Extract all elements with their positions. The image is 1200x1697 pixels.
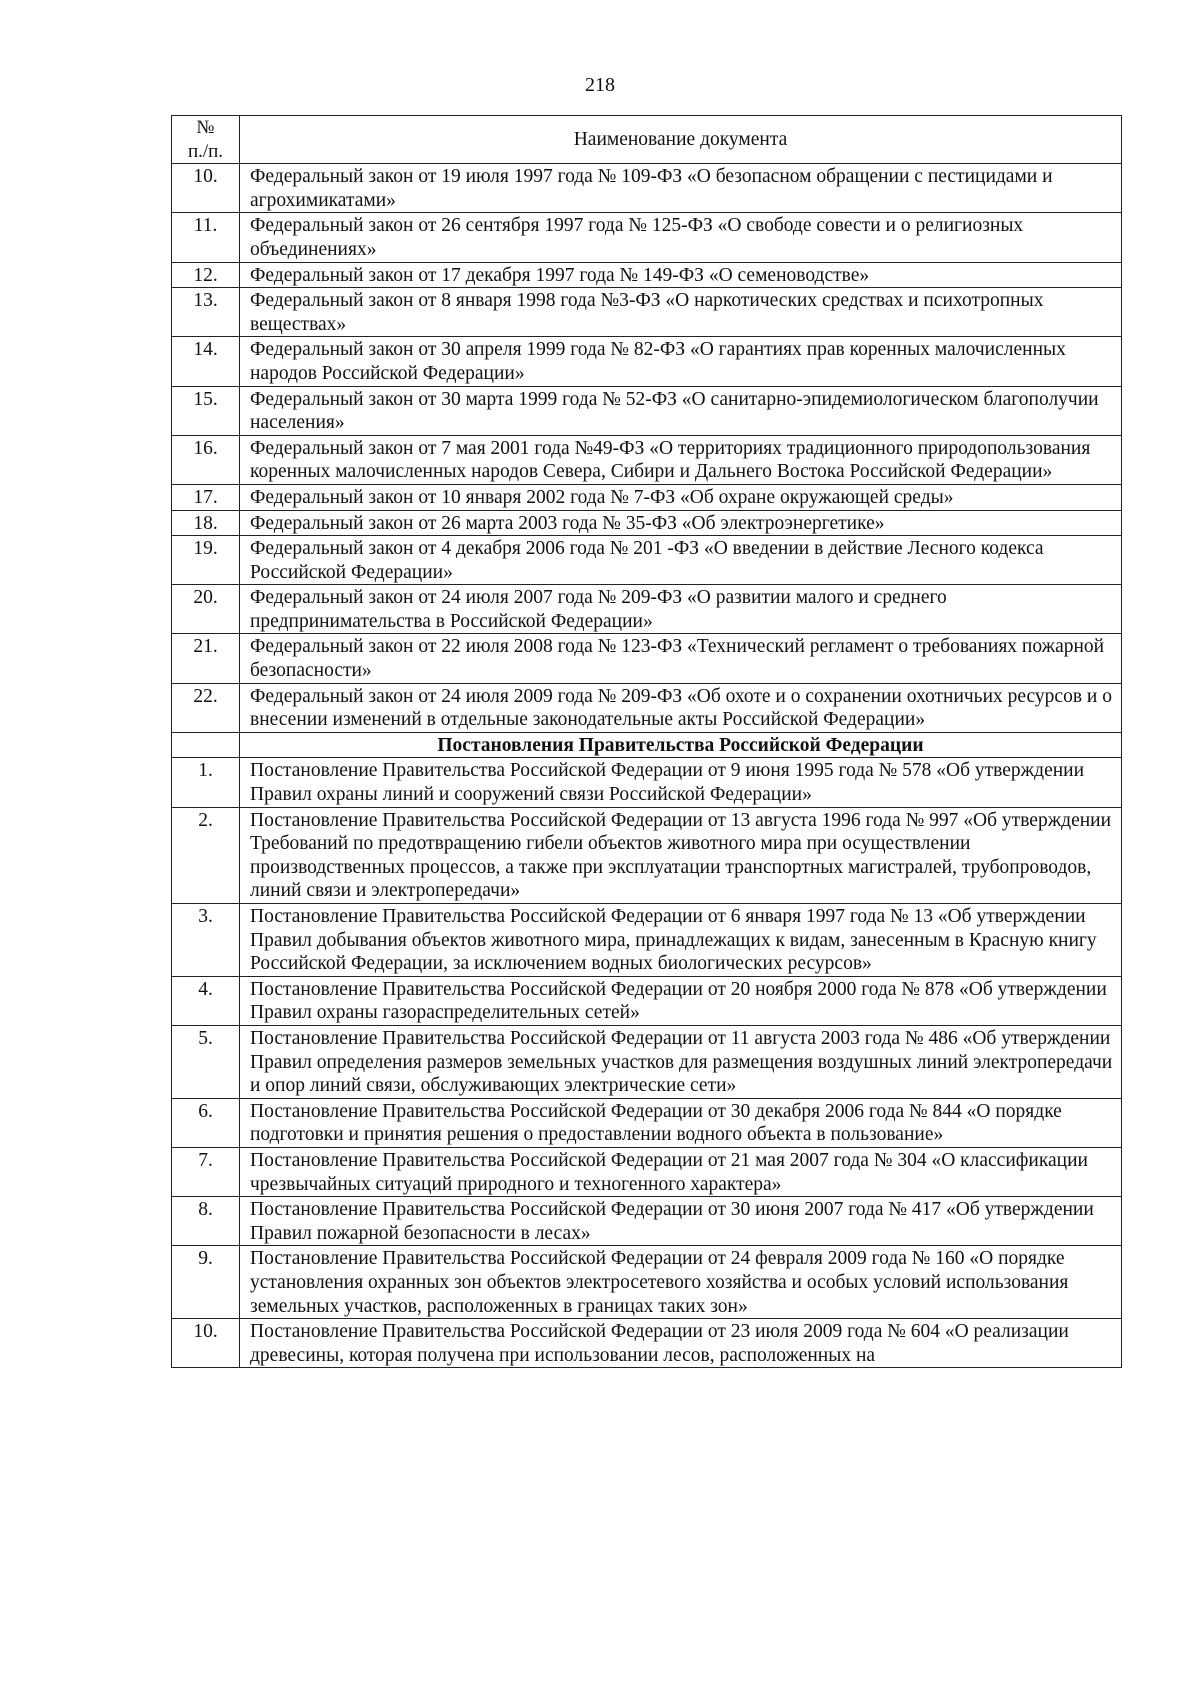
section-group	[172, 732, 1122, 758]
document-title: Постановление Правительства Российской Федерации от 24 февраля 2009 года № 160 «О порядке установления охранных зон объектов электросетевого хозяйства и особых условий использования земельных участков, расположенных в границах таких зон»	[240, 1246, 1122, 1319]
document-title: Постановление Правительства Российской Федерации от 20 ноября 2000 года № 878 «Об утверждении Правил охраны газораспределительных сетей»	[240, 976, 1122, 1025]
row-number: 9.	[172, 1246, 240, 1319]
section-row	[172, 732, 1122, 758]
row-number: 15.	[172, 386, 240, 435]
government-resolutions-group	[172, 758, 1122, 1368]
document-title: Постановление Правительства Российской Федерации от 9 июня 1995 года № 578 «Об утверждении Правил охраны линий и сооружений связи Российской Федерации»	[240, 758, 1122, 807]
table-row	[172, 1246, 1122, 1319]
row-number: 4.	[172, 976, 240, 1025]
row-number: 20.	[172, 585, 240, 634]
table-row	[172, 585, 1122, 634]
table-row	[172, 386, 1122, 435]
document-title: Федеральный закон от 10 января 2002 года № 7-ФЗ «Об охране окружающей среды»	[240, 484, 1122, 510]
table-row	[172, 262, 1122, 288]
row-number: 16.	[172, 435, 240, 484]
row-number: 14.	[172, 337, 240, 386]
table-row	[172, 904, 1122, 977]
table-row	[172, 213, 1122, 262]
documents-table	[171, 115, 1122, 1368]
number-header-line1: №	[196, 117, 215, 138]
document-title: Постановление Правительства Российской Федерации от 6 января 1997 года № 13 «Об утверждении Правил добывания объектов животного мира, принадлежащих к видам, занесенным в Красную книгу Российской Федерации, за исключением водных биологических ресурсов»	[240, 904, 1122, 977]
federal-laws-group	[172, 164, 1122, 733]
document-title: Федеральный закон от 8 января 1998 года №3-ФЗ «О наркотических средствах и психотропных веществах»	[240, 288, 1122, 337]
document-title: Федеральный закон от 30 апреля 1999 года № 82-ФЗ «О гарантиях прав коренных малочисленных народов Российской Федерации»	[240, 337, 1122, 386]
document-title: Постановление Правительства Российской Федерации от 21 мая 2007 года № 304 «О классификации чрезвычайных ситуаций природного и техногенного характера»	[240, 1147, 1122, 1196]
document-title: Федеральный закон от 22 июля 2008 года № 123-ФЗ «Технический регламент о требованиях пожарной безопасности»	[240, 634, 1122, 683]
document-title: Федеральный закон от 26 марта 2003 года № 35-ФЗ «Об электроэнергетике»	[240, 510, 1122, 536]
table-row	[172, 484, 1122, 510]
row-number: 6.	[172, 1098, 240, 1147]
document-title: Федеральный закон от 24 июля 2009 года № 209-ФЗ «Об охоте и о сохранении охотничьих ресурсов и о внесении изменений в отдельные законодательные акты Российской Федерации»	[240, 683, 1122, 732]
table-row	[172, 758, 1122, 807]
row-number: 7.	[172, 1147, 240, 1196]
table-row	[172, 976, 1122, 1025]
document-title: Постановление Правительства Российской Федерации от 11 августа 2003 года № 486 «Об утверждении Правил определения размеров земельных участков для размещения воздушных линий электропередачи и опор линий связи, обслуживающих электрические сети»	[240, 1025, 1122, 1098]
section-title: Постановления Правительства Российской Федерации	[240, 732, 1122, 758]
row-number: 5.	[172, 1025, 240, 1098]
table-row	[172, 1098, 1122, 1147]
row-number: 2.	[172, 807, 240, 903]
table-row	[172, 435, 1122, 484]
document-title: Федеральный закон от 24 июля 2007 года № 209-ФЗ «О развитии малого и среднего предпринимательства в Российской Федерации»	[240, 585, 1122, 634]
row-number: 11.	[172, 213, 240, 262]
row-number: 22.	[172, 683, 240, 732]
row-number: 13.	[172, 288, 240, 337]
name-column-header: Наименование документа	[240, 116, 1122, 164]
table-row	[172, 683, 1122, 732]
row-number: 1.	[172, 758, 240, 807]
row-number: 18.	[172, 510, 240, 536]
document-title: Федеральный закон от 17 декабря 1997 года № 149-ФЗ «О семеноводстве»	[240, 262, 1122, 288]
document-title: Федеральный закон от 30 марта 1999 года № 52-ФЗ «О санитарно-эпидемиологическом благополучии населения»	[240, 386, 1122, 435]
table-row	[172, 1319, 1122, 1368]
table-row	[172, 807, 1122, 903]
table-header-row	[172, 116, 1122, 164]
table-row	[172, 1147, 1122, 1196]
document-title: Постановление Правительства Российской Федерации от 23 июля 2009 года № 604 «О реализации древесины, которая получена при использовании лесов, расположенных на	[240, 1319, 1122, 1368]
document-title: Федеральный закон от 7 мая 2001 года №49-ФЗ «О территориях традиционного природопользования коренных малочисленных народов Севера, Сибири и Дальнего Востока Российской Федерации»	[240, 435, 1122, 484]
document-title: Постановление Правительства Российской Федерации от 13 августа 1996 года № 997 «Об утверждении Требований по предотвращению гибели объектов животного мира при осуществлении производственных процессов, а также при эксплуатации транспортных магистралей, трубопроводов, линий связи и электропередачи»	[240, 807, 1122, 903]
table-row	[172, 536, 1122, 585]
row-number: 3.	[172, 904, 240, 977]
number-column-header	[172, 116, 240, 164]
row-number: 21.	[172, 634, 240, 683]
page-number: 218	[585, 74, 615, 96]
document-title: Постановление Правительства Российской Федерации от 30 июня 2007 года № 417 «Об утверждении Правил пожарной безопасности в лесах»	[240, 1197, 1122, 1246]
document-title: Федеральный закон от 19 июля 1997 года № 109-ФЗ «О безопасном обращении с пестицидами и агрохимикатами»	[240, 164, 1122, 213]
document-title: Постановление Правительства Российской Федерации от 30 декабря 2006 года № 844 «О порядке подготовки и принятия решения о предоставлении водного объекта в пользование»	[240, 1098, 1122, 1147]
row-number: 10.	[172, 1319, 240, 1368]
row-number: 10.	[172, 164, 240, 213]
row-number: 19.	[172, 536, 240, 585]
table-row	[172, 1025, 1122, 1098]
table-row	[172, 634, 1122, 683]
number-header-line2: п./п.	[187, 140, 224, 162]
section-number-cell	[172, 732, 240, 758]
document-title: Федеральный закон от 26 сентября 1997 года № 125-ФЗ «О свободе совести и о религиозных объединениях»	[240, 213, 1122, 262]
table-row	[172, 164, 1122, 213]
table-row	[172, 510, 1122, 536]
row-number: 8.	[172, 1197, 240, 1246]
table-row	[172, 288, 1122, 337]
table-row	[172, 337, 1122, 386]
row-number: 17.	[172, 484, 240, 510]
row-number: 12.	[172, 262, 240, 288]
table-row	[172, 1197, 1122, 1246]
document-title: Федеральный закон от 4 декабря 2006 года № 201 -ФЗ «О введении в действие Лесного кодекса Российской Федерации»	[240, 536, 1122, 585]
